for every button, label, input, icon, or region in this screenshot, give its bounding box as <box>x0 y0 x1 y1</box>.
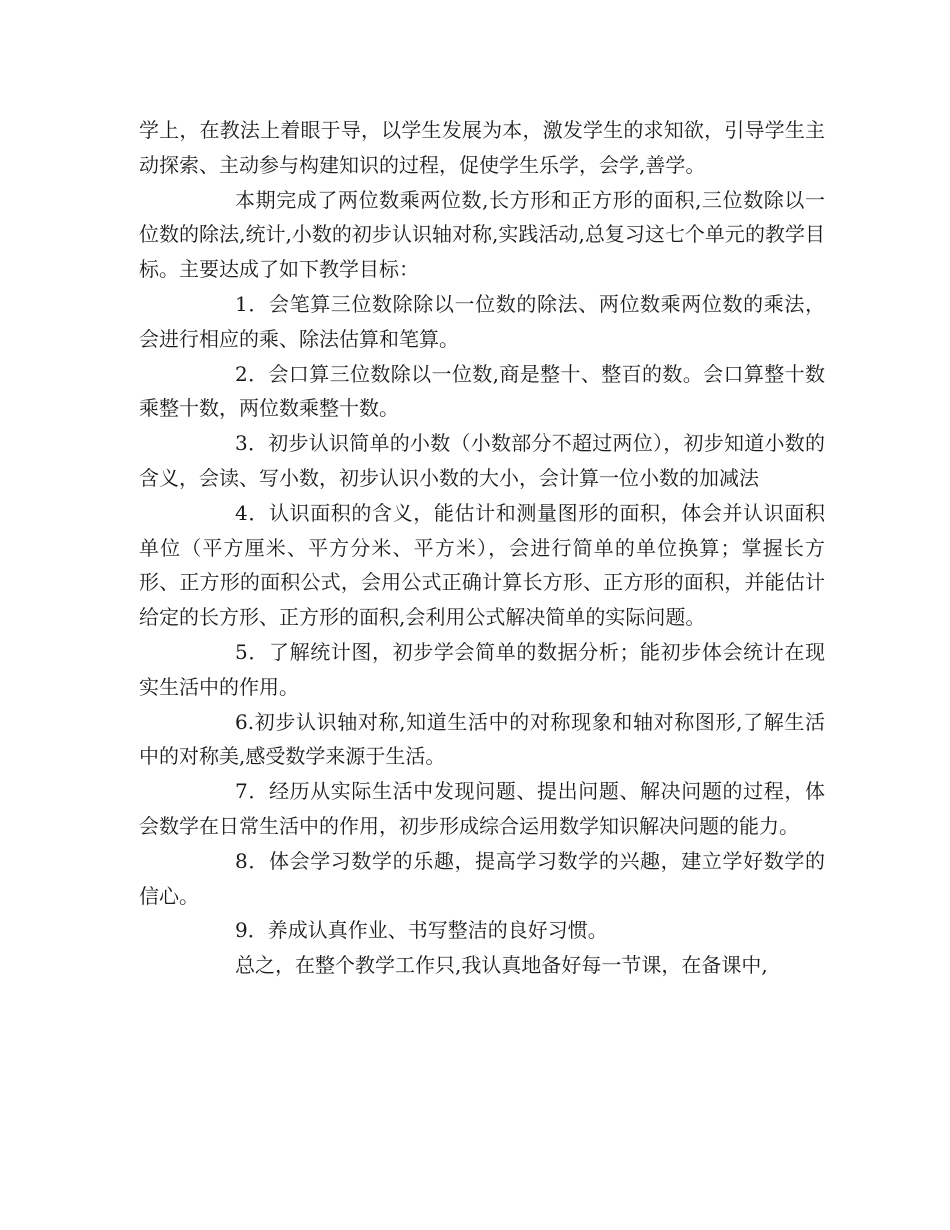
paragraph-goal-2: 2．会口算三位数除以一位数,商是整十、整百的数。会口算整十数乘整十数，两位数乘整十数。 <box>139 361 825 421</box>
paragraph-intro-continuation: 学上，在教法上着眼于导，以学生发展为本，激发学生的求知欲，引导学生主动探索、主动参与构建知识的过程，促使学生乐学，会学,善学。 <box>139 118 825 177</box>
paragraph-goal-5: 5．了解统计图，初步学会简单的数据分析；能初步体会统计在现实生活中的作用。 <box>139 639 825 699</box>
paragraph-goal-7: 7．经历从实际生活中发现问题、提出问题、解决问题的过程，体会数学在日常生活中的作用，初步形成综合运用数学知识解决问题的能力。 <box>139 779 825 838</box>
paragraph-conclusion: 总之，在整个教学工作只,我认真地备好每一节课，在备课中, <box>235 953 768 978</box>
paragraph-goal-8: 8．体会学习数学的乐趣，提高学习数学的兴趣，建立学好数学的信心。 <box>139 848 825 908</box>
paragraph-goal-3: 3．初步认识简单的小数（小数部分不超过两位），初步知道小数的含义，会读、写小数，初步认识小数的大小，会计算一位小数的加减法 <box>139 431 825 490</box>
paragraph-goal-6: 6.初步认识轴对称,知道生活中的对称现象和轴对称图形,了解生活中的对称美,感受数学来源于生活。 <box>139 709 825 769</box>
paragraph-goal-1: 1．会笔算三位数除除以一位数的除法、两位数乘两位数的乘法，会进行相应的乘、除法估算和笔算。 <box>139 291 825 351</box>
paragraph-goal-9: 9．养成认真作业、书写整洁的良好习惯。 <box>235 918 608 943</box>
paragraph-goal-4: 4．认识面积的含义，能估计和测量图形的面积，体会并认识面积单位（平方厘米、平方分米、平方米），会进行简单的单位换算；掌握长方形、正方形的面积公式，会用公式正确计算长方形、正方形的面积，并能估计给定的长方形、正方形的面积,会利用公式解决简单的实际问题。 <box>139 500 825 630</box>
paragraph-summary: 本期完成了两位数乘两位数,长方形和正方形的面积,三位数除以一位数的除法,统计,小数的初步认识轴对称,实践活动,总复习这七个单元的教学目标。主要达成了如下教学目标： <box>139 187 825 282</box>
document-body <box>139 113 825 983</box>
